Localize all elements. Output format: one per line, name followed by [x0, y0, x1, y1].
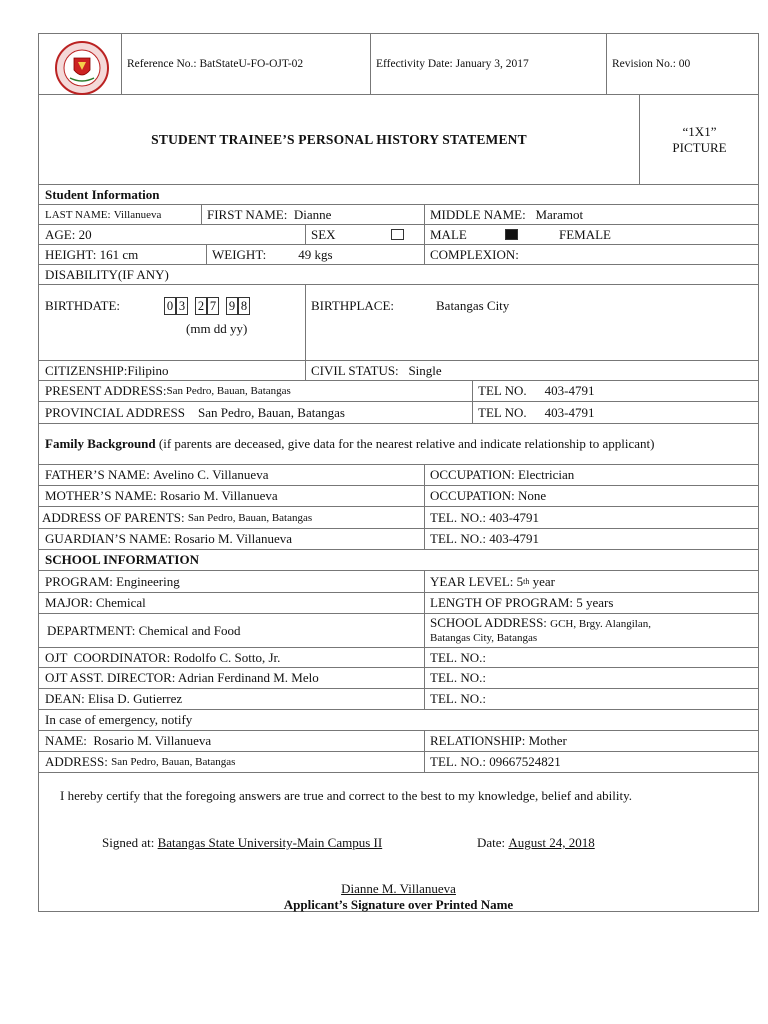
complexion-field: COMPLEXION: [430, 246, 519, 262]
reference-number: Reference No.: BatStateU-FO-OJT-02 [127, 58, 304, 70]
birthdate-format: (mm dd yy) [186, 321, 248, 336]
age-sex-row [39, 225, 758, 245]
civil-status-field: CIVIL STATUS: Single [311, 362, 442, 378]
program-length-field: LENGTH OF PROGRAM: 5 years [430, 595, 614, 610]
school-heading-row [39, 550, 758, 571]
major-row [39, 593, 758, 614]
program-row [39, 571, 758, 593]
present-tel-field: TEL NO. 403-4791 [478, 383, 595, 398]
effectivity-date: Effectivity Date: January 3, 2017 [376, 58, 529, 70]
father-occupation-field: OCCUPATION: Electrician [430, 467, 575, 482]
program-field: PROGRAM: Engineering [45, 573, 180, 589]
disability-row [39, 265, 758, 285]
provincial-address-row [39, 402, 758, 424]
dean-row [39, 689, 758, 710]
university-seal-icon [47, 40, 117, 96]
dean-field: DEAN: Elisa D. Gutierrez [45, 691, 183, 706]
coordinator-tel-field: TEL. NO.: [430, 649, 486, 665]
school-address-field: SCHOOL ADDRESS: GCH, Brgy. Alangilan, Batangas City, Batangas [424, 614, 766, 647]
title-row [39, 95, 758, 185]
last-name-field: LAST NAME: Villanueva [45, 208, 162, 221]
guardian-row [39, 529, 758, 550]
female-checkbox[interactable] [391, 229, 404, 240]
school-address-line2: Batangas City, Batangas [430, 632, 538, 644]
weight-field: WEIGHT: 49 kgs [212, 246, 333, 262]
emergency-name-row [39, 731, 758, 752]
school-address-line1: GCH, Brgy. Alangilan, [550, 618, 651, 630]
male-label: MALE [430, 226, 467, 242]
guardian-name-field: GUARDIAN’S NAME: Rosario M. Villanueva [45, 531, 293, 546]
birthdate-field [39, 285, 305, 360]
signer-name: Dianne M. Villanueva [341, 881, 456, 896]
citizenship-row [39, 361, 758, 381]
parents-tel-field: TEL. NO.: 403-4791 [430, 509, 540, 525]
present-tel-value: 403-4791 [544, 383, 595, 398]
family-note: (if parents are deceased, give data for the nearest relative and indicate relationship to applicant) [158, 436, 655, 451]
family-heading: Family Background (if parents are deceased, give data for the nearest relative and indicate relationship to applicant) [45, 436, 655, 451]
birthdate-label: BIRTHDATE: [45, 298, 121, 313]
first-name-field: FIRST NAME: Dianne [207, 206, 332, 222]
signed-at-field: Signed at: Batangas State University-Main Campus II [102, 835, 383, 850]
personal-history-form [38, 33, 759, 912]
emergency-relationship-field: RELATIONSHIP: Mother [430, 733, 567, 748]
disability-field: DISABILITY(IF ANY) [45, 266, 169, 282]
present-address-row [39, 381, 758, 402]
date-field: Date: August 24, 2018 [477, 835, 595, 850]
middle-name-value: Maramot [535, 206, 584, 222]
civil-status-value: Single [408, 362, 442, 378]
present-address-field: PRESENT ADDRESS: San Pedro, Bauan, Batangas [45, 383, 291, 398]
citizenship-field: CITIZENSHIP:Filipino [45, 362, 169, 378]
student-info-heading: Student Information [45, 186, 160, 202]
emergency-tel-field: TEL. NO.: 09667524821 [430, 754, 561, 769]
name-row [39, 205, 758, 225]
sex-label: SEX [311, 226, 336, 242]
emergency-heading-row [39, 710, 758, 731]
female-label: FEMALE [559, 226, 611, 242]
present-address-value: San Pedro, Bauan, Batangas [166, 385, 291, 397]
school-heading: SCHOOL INFORMATION [45, 552, 199, 567]
major-field: MAJOR: Chemical [45, 595, 146, 610]
certification-statement: I hereby certify that the foregoing answers are true and correct to the best to my knowledge, belief and ability. [60, 788, 633, 803]
student-info-heading-row [39, 185, 758, 205]
header-row [39, 34, 758, 95]
parents-address-row [39, 507, 758, 529]
picture-placeholder [639, 95, 760, 184]
male-checkbox-checked[interactable] [505, 229, 518, 240]
asst-director-field: OJT ASST. DIRECTOR: Adrian Ferdinand M. Melo [45, 670, 319, 685]
birth-row [39, 285, 758, 361]
birthdate-digit-d1: 2 [195, 297, 207, 315]
birthplace-value: Batangas City [436, 298, 510, 313]
coordinator-row [39, 648, 758, 668]
emergency-heading: In case of emergency, notify [45, 712, 193, 727]
provincial-tel-value: 403-4791 [544, 404, 595, 420]
birthdate-digit-m1: 0 [164, 297, 176, 315]
mother-occupation-field: OCCUPATION: None [430, 488, 547, 503]
parents-address-field: ADDRESS OF PARENTS: San Pedro, Bauan, Batangas [42, 509, 313, 525]
dean-tel-field: TEL. NO.: [430, 691, 486, 706]
father-name-field: FATHER’S NAME: Avelino C. Villanueva [45, 467, 269, 482]
height-weight-row [39, 245, 758, 265]
emergency-address-value: San Pedro, Bauan, Batangas [111, 756, 236, 768]
birthdate-digit-d2: 7 [207, 297, 219, 315]
department-row [39, 614, 758, 648]
emergency-name-field: NAME: Rosario M. Villanueva [45, 733, 212, 748]
year-level-field: YEAR LEVEL: 5 th year [430, 573, 556, 589]
provincial-address-value: San Pedro, Bauan, Batangas [198, 404, 345, 420]
guardian-tel-field: TEL. NO.: 403-4791 [430, 531, 540, 546]
weight-value: 49 kgs [298, 246, 333, 262]
mother-name-field: MOTHER’S NAME: Rosario M. Villanueva [45, 488, 278, 503]
mother-row [39, 486, 758, 507]
birthdate-digit-y1: 9 [226, 297, 238, 315]
age-field: AGE: 20 [45, 226, 92, 242]
revision-number: Revision No.: 00 [612, 58, 691, 70]
first-name-value: Dianne [293, 206, 332, 222]
birthdate-digit-m2: 3 [176, 297, 188, 315]
father-name-value: Avelino C. Villanueva [153, 467, 269, 482]
department-field: DEPARTMENT: Chemical and Food [47, 622, 241, 638]
father-row [39, 465, 758, 486]
picture-size-label: “1X1” [682, 123, 717, 139]
emergency-address-row [39, 752, 758, 773]
emergency-address-field: ADDRESS: San Pedro, Bauan, Batangas [45, 754, 236, 769]
certification-section [39, 773, 758, 911]
form-title: STUDENT TRAINEE’S PERSONAL HISTORY STATEMENT [151, 131, 527, 147]
middle-name-field: MIDDLE NAME: Maramot [430, 206, 584, 222]
birthplace-label: BIRTHPLACE: [311, 298, 395, 313]
guardian-name-value: Rosario M. Villanueva [174, 531, 293, 546]
provincial-tel-field: TEL NO. 403-4791 [478, 404, 595, 420]
provincial-address-field: PROVINCIAL ADDRESS San Pedro, Bauan, Batangas [45, 404, 345, 420]
asst-director-tel-field: TEL. NO.: [430, 670, 486, 685]
birthplace-field [305, 285, 758, 360]
family-heading-row [39, 424, 758, 465]
height-field: HEIGHT: 161 cm [45, 246, 139, 262]
date-value: August 24, 2018 [508, 835, 595, 850]
birthdate-digit-y2: 8 [238, 297, 250, 315]
last-name-value: Villanueva [113, 208, 162, 221]
mother-name-value: Rosario M. Villanueva [159, 488, 278, 503]
picture-label: PICTURE [672, 139, 727, 155]
coordinator-field: OJT COORDINATOR: Rodolfo C. Sotto, Jr. [45, 649, 281, 665]
asst-director-row [39, 668, 758, 689]
signed-at-value: Batangas State University-Main Campus II [157, 835, 383, 850]
signature-caption: Applicant’s Signature over Printed Name [283, 897, 514, 912]
parents-address-value: San Pedro, Bauan, Batangas [187, 511, 313, 524]
